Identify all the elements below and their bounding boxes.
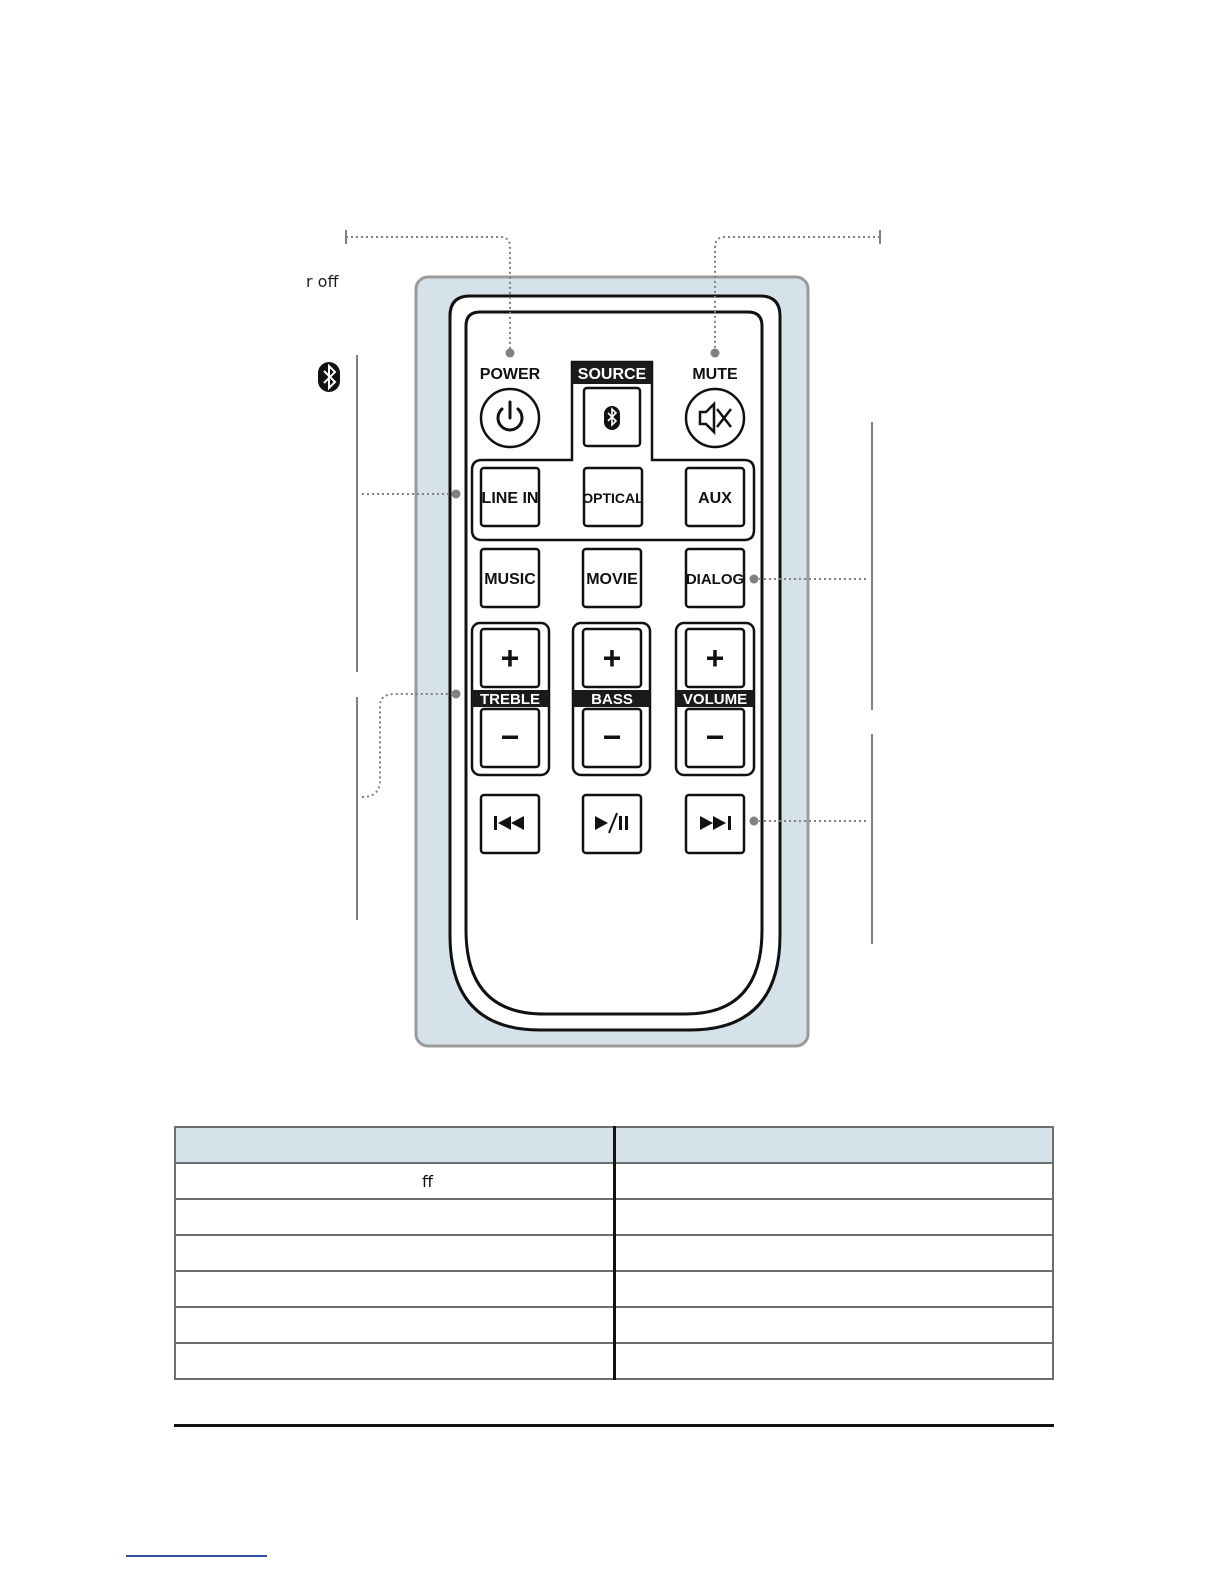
source-bluetooth-button[interactable]	[584, 388, 640, 446]
table-cell	[175, 1163, 614, 1199]
table-cell-text: ff	[422, 1171, 434, 1191]
bass-minus-label: −	[602, 719, 622, 755]
table-header-cell	[614, 1127, 1053, 1163]
power-callout-text-fragment: r off	[306, 272, 339, 291]
table-cell	[175, 1235, 614, 1271]
table-cell	[175, 1271, 614, 1307]
previous-track-button[interactable]	[481, 795, 539, 853]
table-cell	[175, 1199, 614, 1235]
optical-button[interactable]	[582, 468, 644, 526]
treble-label: TREBLE	[480, 691, 540, 708]
dialog-button[interactable]	[686, 549, 744, 607]
mode-callout-dot	[750, 575, 759, 584]
bass-plus-label: +	[602, 640, 622, 676]
movie-label: MOVIE	[586, 571, 638, 588]
table-row	[175, 1235, 1053, 1271]
table-cell	[614, 1163, 1053, 1199]
button-function-table	[174, 1126, 1054, 1380]
treble-plus-label: +	[500, 640, 520, 676]
mute-callout-dot	[711, 349, 720, 358]
volume-up-button[interactable]	[686, 629, 744, 687]
bluetooth-icon	[604, 406, 620, 430]
source-label: SOURCE	[577, 366, 647, 383]
optical-label: OPTICAL	[582, 490, 644, 506]
table-row	[175, 1271, 1053, 1307]
table-cell	[175, 1307, 614, 1343]
next-track-button[interactable]	[686, 795, 744, 853]
power-callout-dot	[506, 349, 515, 358]
table-cell	[614, 1235, 1053, 1271]
table-header-cell	[175, 1127, 614, 1163]
power-button[interactable]	[481, 389, 539, 447]
tone-callout-dot	[452, 690, 461, 699]
music-label: MUSIC	[484, 571, 536, 588]
bass-label: BASS	[591, 691, 633, 708]
movie-button[interactable]	[583, 549, 641, 607]
table-row	[175, 1343, 1053, 1379]
bass-down-button[interactable]	[583, 709, 641, 767]
mute-button[interactable]	[686, 389, 744, 447]
transport-callout-dot	[750, 817, 759, 826]
table-row	[175, 1163, 1053, 1199]
volume-plus-label: +	[705, 640, 725, 676]
volume-down-button[interactable]	[686, 709, 744, 767]
table-cell	[614, 1271, 1053, 1307]
table-cell	[614, 1343, 1053, 1379]
line-in-button[interactable]	[481, 468, 539, 526]
bass-up-button[interactable]	[583, 629, 641, 687]
footer-link-underline[interactable]	[126, 1555, 267, 1557]
treble-minus-label: −	[500, 719, 520, 755]
footer-divider	[174, 1424, 1054, 1427]
treble-down-button[interactable]	[481, 709, 539, 767]
dialog-label: DIALOG	[685, 571, 745, 588]
line-in-label: LINE IN	[481, 490, 539, 507]
table-cell	[175, 1343, 614, 1379]
table-row	[175, 1199, 1053, 1235]
bluetooth-icon	[318, 362, 340, 392]
volume-minus-label: −	[705, 719, 725, 755]
aux-button[interactable]	[686, 468, 744, 526]
power-label: POWER	[479, 366, 541, 383]
table-cell	[614, 1307, 1053, 1343]
volume-label: VOLUME	[682, 691, 748, 708]
treble-up-button[interactable]	[481, 629, 539, 687]
music-button[interactable]	[481, 549, 539, 607]
table-header-row	[175, 1127, 1053, 1163]
aux-label: AUX	[698, 490, 732, 507]
table-cell	[614, 1199, 1053, 1235]
mute-label: MUTE	[692, 366, 738, 383]
play-pause-button[interactable]	[583, 795, 641, 853]
table-row	[175, 1307, 1053, 1343]
source-callout-dot	[452, 490, 461, 499]
